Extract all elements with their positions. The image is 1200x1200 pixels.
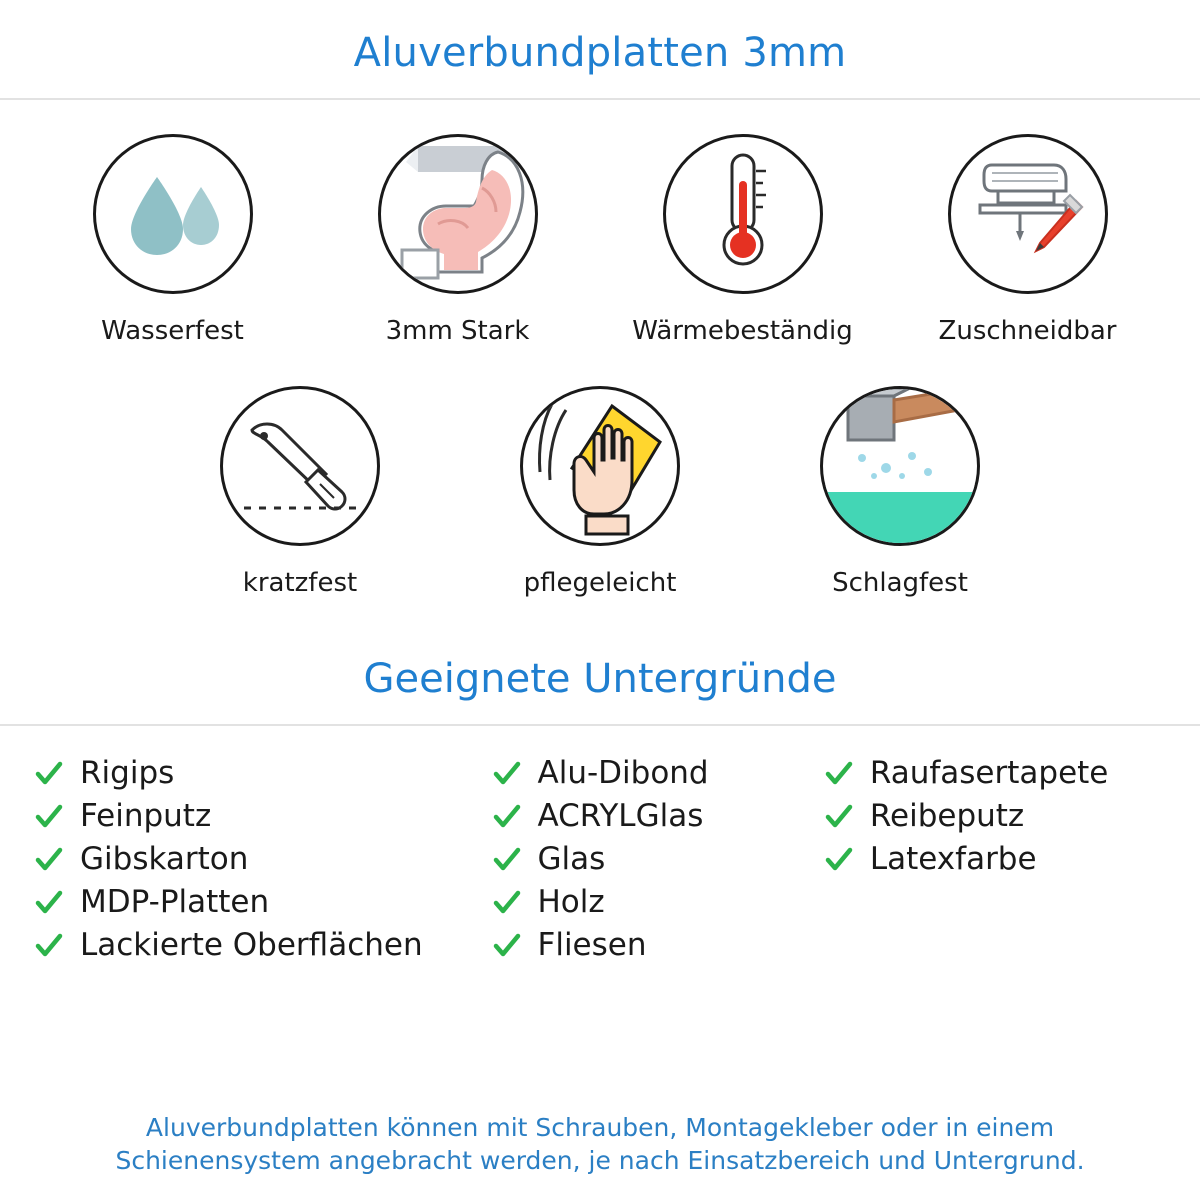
feature-3mm-stark — [315, 134, 600, 346]
check-icon — [34, 845, 64, 875]
list-item — [824, 795, 1166, 838]
feature-wasserfest — [30, 134, 315, 346]
list-item-label: Latexfarbe — [869, 841, 1037, 877]
check-icon — [34, 759, 64, 789]
feature-icon-circle — [378, 134, 538, 294]
list-item — [492, 881, 824, 924]
feature-label: kratzfest — [242, 568, 358, 598]
surface-column-3 — [824, 752, 1166, 967]
list-item — [34, 752, 492, 795]
check-icon — [492, 845, 522, 875]
list-item-label: Glas — [537, 841, 606, 877]
check-icon — [824, 845, 854, 875]
suitable-surfaces-list — [0, 726, 1200, 967]
flexed-arm-icon — [378, 134, 538, 294]
list-item-label: Gibskarton — [80, 841, 249, 877]
list-item — [34, 795, 492, 838]
list-item-label: Reibeputz — [869, 798, 1025, 834]
jigsaw-cutter-icon — [958, 147, 1098, 281]
list-item — [34, 881, 492, 924]
check-icon — [492, 931, 522, 961]
check-icon — [492, 759, 522, 789]
feature-pflegeleicht — [450, 386, 750, 598]
cleaning-hand-cloth-icon — [520, 386, 680, 546]
hammer-impact-icon — [820, 386, 980, 546]
check-icon — [492, 888, 522, 918]
feature-icon-circle — [520, 386, 680, 546]
feature-schlagfest — [750, 386, 1050, 598]
list-item-label: Alu-Dibond — [537, 755, 709, 791]
surface-column-2 — [492, 752, 824, 967]
section-title-untergruende: Geeignete Untergründe — [363, 656, 837, 702]
list-item-label: MDP-Platten — [80, 884, 270, 920]
list-item-label: Lackierte Oberflächen — [80, 927, 423, 963]
feature-kratzfest — [150, 386, 450, 598]
list-item — [492, 838, 824, 881]
list-item — [492, 752, 824, 795]
list-item — [34, 838, 492, 881]
feature-icon-circle — [220, 386, 380, 546]
page-title: Aluverbundplatten 3mm — [353, 30, 847, 76]
list-item-label: Rigips — [80, 755, 175, 791]
list-item — [492, 795, 824, 838]
list-item-label: Holz — [537, 884, 605, 920]
feature-label: pflegeleicht — [523, 568, 677, 598]
list-item — [34, 924, 492, 967]
list-item — [492, 924, 824, 967]
feature-icon-circle — [948, 134, 1108, 294]
feature-label: Zuschneidbar — [938, 316, 1117, 346]
feature-label: 3mm Stark — [385, 316, 530, 346]
list-item — [824, 838, 1166, 881]
list-item-label: Feinputz — [80, 798, 212, 834]
list-item — [824, 752, 1166, 795]
footer-note: Aluverbundplatten können mit Schrauben, Montagekleber oder in einem Schienensystem angebracht werden, je nach Einsatzbereich und Untergrund. — [115, 1112, 1085, 1176]
list-item-label: ACRYLGlas — [537, 798, 704, 834]
feature-icon-circle — [663, 134, 823, 294]
feature-label: Wasserfest — [101, 316, 244, 346]
feature-label: Wärmebeständig — [632, 316, 853, 346]
feature-zuschneidbar — [885, 134, 1170, 346]
feature-icon-circle — [93, 134, 253, 294]
list-item-label: Raufasertapete — [869, 755, 1109, 791]
check-icon — [34, 802, 64, 832]
thermometer-icon — [708, 147, 778, 281]
check-icon — [34, 931, 64, 961]
feature-grid — [0, 100, 1200, 598]
check-icon — [492, 802, 522, 832]
check-icon — [824, 802, 854, 832]
check-icon — [824, 759, 854, 789]
list-item-label: Fliesen — [537, 927, 647, 963]
surface-column-1 — [34, 752, 492, 967]
feature-waermebestaendig — [600, 134, 885, 346]
feature-icon-circle — [820, 386, 980, 546]
water-drop-icon — [113, 157, 233, 271]
knife-scratch-icon — [230, 404, 370, 528]
feature-row-2 — [30, 386, 1170, 598]
check-icon — [34, 888, 64, 918]
feature-row-1 — [30, 134, 1170, 346]
feature-label: Schlagfest — [832, 568, 968, 598]
